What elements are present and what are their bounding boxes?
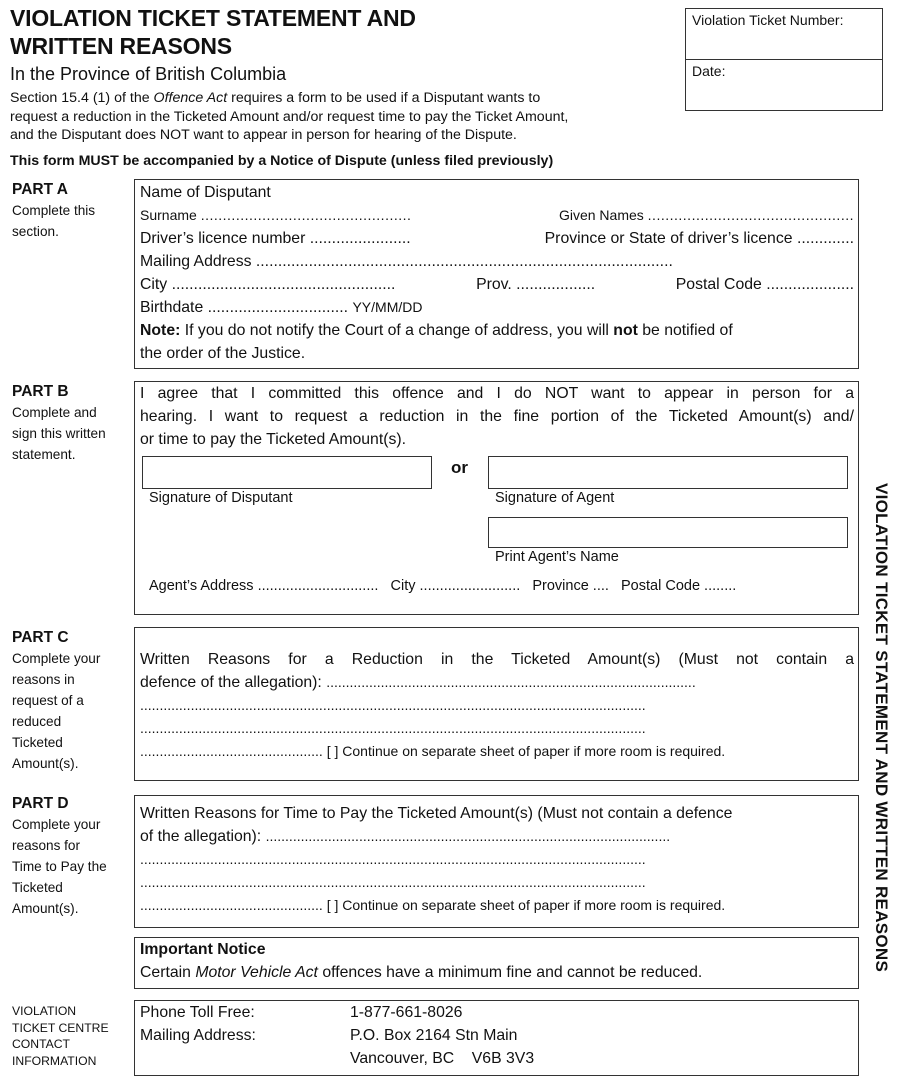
agent-province-label: Province (532, 578, 589, 594)
important-notice-text (135, 961, 858, 984)
notice-of-dispute-requirement: This form MUST be accompanied by a Notice of Dispute (unless filed previously) (10, 153, 554, 169)
important-notice-heading: Important Notice (140, 941, 266, 958)
intro-line-2: request a reduction in the Ticketed Amount and/or request time to pay the Ticket Amount, (10, 108, 569, 125)
part-d-instruction: Ticketed (12, 880, 63, 895)
reduction-reasons-heading: Written Reasons for a Reduction in the Ticketed Amount(s) (Must not contain a (140, 651, 854, 668)
agent-province-dots: .... (592, 578, 609, 594)
agent-address-label: Agent’s Address (149, 578, 254, 594)
mailing-row (135, 1024, 858, 1047)
part-b-section (134, 381, 859, 615)
city-field[interactable] (140, 273, 395, 296)
licence-number-label: Driver’s licence number (140, 230, 306, 247)
part-c-instruction: Amount(s). (12, 756, 79, 771)
part-c-section[interactable] (134, 627, 859, 781)
side-banner: VIOLATION TICKET STATEMENT AND WRITTEN REASONS (872, 483, 891, 973)
agent-name-label: Print Agent’s Name (495, 549, 619, 565)
phone-label: Phone Toll Free: (140, 1004, 255, 1021)
dots: ........................................................................................................ (265, 828, 671, 844)
postal-dots: .................... (766, 276, 854, 293)
contact-side-label-line: CONTACT (12, 1037, 70, 1051)
continue-label: Continue on separate sheet of paper if more room is required. (342, 897, 726, 913)
address-note-line-2: the order of the Justice. (140, 345, 306, 362)
prov-field[interactable] (476, 273, 595, 296)
dots: ............................................................................................... (326, 674, 696, 690)
part-c-instruction: Ticketed (12, 735, 63, 750)
statement-line-3: or time to pay the Ticketed Amount(s). (140, 431, 407, 448)
part-d-instruction: Time to Pay the (12, 859, 107, 874)
reduction-reasons-line[interactable]: ............................................... (140, 743, 323, 759)
part-b-instruction: Complete and (12, 405, 97, 420)
continue-checkbox[interactable]: [ ] (326, 743, 339, 759)
notice-act-name: Motor Vehicle Act (195, 964, 318, 981)
licence-row (135, 227, 858, 250)
intro-line-3: and the Disputant does NOT want to appear in person for hearing of the Dispute. (10, 127, 517, 143)
agent-city-label: City (390, 578, 416, 594)
mailing-label: Mailing Address: (140, 1027, 256, 1044)
mailing-address-field[interactable] (135, 250, 858, 273)
birthdate-dots: ................................ (207, 299, 349, 316)
licence-province-field[interactable] (545, 227, 854, 250)
reduction-reasons-line[interactable]: .................................................................................................................................. (140, 697, 646, 713)
important-notice-box (134, 937, 859, 989)
or-separator: or (451, 458, 468, 477)
surname-field[interactable] (140, 204, 411, 227)
note-text: be notified of (637, 322, 733, 339)
agent-address-dots: .............................. (257, 578, 379, 594)
licence-dots: ....................... (309, 230, 411, 247)
licence-number-field[interactable] (140, 227, 411, 250)
notice-text: Certain (140, 964, 196, 981)
intro-post: requires a form to be used if a Disputant wants to (227, 90, 541, 106)
prov-label: Prov. (476, 276, 512, 293)
reduction-reasons-line[interactable]: .................................................................................................................................. (140, 720, 646, 736)
notice-text: offences have a minimum fine and cannot be reduced. (317, 964, 703, 981)
contact-side-label-line: INFORMATION (12, 1053, 97, 1068)
time-to-pay-reasons-heading-2: of the allegation): (140, 828, 262, 845)
part-a-instruction: section. (12, 224, 59, 239)
intro-text (10, 89, 568, 145)
prov-dots: .................. (516, 276, 596, 293)
title-line-1: VIOLATION TICKET STATEMENT AND (10, 5, 416, 31)
phone-value: 1-877-661-8026 (350, 1004, 463, 1021)
date-label: Date: (692, 63, 726, 79)
note-emphasis: not (613, 322, 638, 339)
part-c-heading: PART C (12, 629, 69, 646)
contact-info-box (134, 1000, 859, 1076)
date-field[interactable] (686, 59, 882, 109)
mailing-row-2 (135, 1047, 858, 1070)
agent-name-box[interactable] (488, 517, 848, 548)
postal-code-label: Postal Code (675, 276, 762, 293)
ticket-number-field[interactable] (686, 9, 882, 59)
statement-line-1: I agree that I committed this offence and I do NOT want to appear in person for a (140, 385, 854, 402)
licence-province-dots: ............. (796, 230, 854, 247)
part-a-heading: PART A (12, 181, 68, 198)
birthdate-format: YY/MM/DD (352, 299, 423, 315)
agent-city-dots: ......................... (419, 578, 521, 594)
ticket-number-label: Violation Ticket Number: (692, 12, 844, 28)
continue-checkbox[interactable]: [ ] (326, 897, 339, 913)
reduction-continue-row (135, 740, 858, 763)
agent-address-row (149, 578, 736, 594)
part-a-instruction: Complete this (12, 203, 96, 218)
reduction-reasons-heading-2: defence of the allegation): (140, 674, 322, 691)
part-d-instruction: reasons for (12, 838, 81, 853)
part-d-section[interactable] (134, 795, 859, 928)
part-c-instruction: reduced (12, 714, 62, 729)
time-to-pay-reasons-line[interactable] (135, 825, 858, 848)
address-line-1: P.O. Box 2164 Stn Main (350, 1027, 518, 1044)
title-line-2: WRITTEN REASONS (10, 33, 232, 59)
time-to-pay-reasons-line[interactable]: ............................................... (140, 897, 323, 913)
time-to-pay-reasons-line[interactable]: .................................................................................................................................. (140, 874, 646, 890)
disputant-signature-label: Signature of Disputant (149, 490, 293, 506)
birthdate-label: Birthdate (140, 299, 204, 316)
contact-side-label-line: TICKET CENTRE (12, 1020, 109, 1035)
form-title (10, 4, 416, 60)
time-to-pay-reasons-line[interactable]: .................................................................................................................................. (140, 851, 646, 867)
part-d-heading: PART D (12, 795, 69, 812)
part-c-instruction: request of a (12, 693, 84, 708)
time-to-pay-reasons-heading: Written Reasons for Time to Pay the Ticketed Amount(s) (Must not contain a defence (140, 805, 733, 822)
spacer (140, 1047, 350, 1070)
part-a-label (12, 179, 95, 242)
given-names-dots: ............................................... (647, 207, 854, 223)
part-c-instruction: Complete your (12, 651, 101, 666)
contact-side-label-line: VIOLATION (12, 1004, 77, 1018)
part-b-heading: PART B (12, 383, 69, 400)
city-dots: ................................................... (171, 276, 396, 293)
address-note (135, 319, 858, 342)
given-names-label: Given Names (558, 207, 644, 223)
note-text: If you do not notify the Court of a change of address, you will (180, 322, 614, 339)
part-b-label (12, 381, 106, 465)
part-d-label (12, 793, 107, 919)
surname-dots: ................................................ (200, 207, 412, 223)
agent-city-field[interactable] (391, 578, 521, 594)
part-c-instruction: reasons in (12, 672, 75, 687)
part-b-instruction: statement. (12, 447, 76, 462)
licence-province-label: Province or State of driver’s licence (544, 230, 793, 247)
intro-act-name: Offence Act (153, 90, 228, 106)
city-label: City (140, 276, 168, 293)
mailing-address-label: Mailing Address (140, 253, 252, 270)
mailing-dots: ............................................................................................... (255, 253, 673, 270)
agent-postal-label: Postal Code (621, 578, 701, 594)
note-label: Note: (140, 322, 181, 339)
ticket-info-box (685, 8, 883, 111)
intro-pre: Section 15.4 (1) of the (10, 90, 154, 106)
continue-label: Continue on separate sheet of paper if more room is required. (342, 743, 726, 759)
part-d-instruction: Complete your (12, 817, 101, 832)
agent-signature-box[interactable] (488, 456, 848, 489)
name-row (135, 204, 858, 227)
agent-address-field[interactable] (149, 578, 378, 594)
contact-side-label (12, 1003, 109, 1069)
reduction-reasons-line[interactable] (135, 671, 858, 694)
part-b-instruction: sign this written (12, 426, 106, 441)
time-to-pay-continue-row (135, 894, 858, 917)
part-a-section (134, 179, 859, 369)
part-c-label (12, 627, 100, 774)
agent-province-field[interactable] (532, 578, 609, 594)
disputant-signature-box[interactable] (142, 456, 432, 489)
given-names-field[interactable] (559, 204, 854, 227)
city-row (135, 273, 858, 296)
form-subtitle: In the Province of British Columbia (10, 64, 287, 84)
address-line-2: Vancouver, BC V6B 3V3 (350, 1050, 535, 1067)
name-of-disputant-heading: Name of Disputant (140, 184, 271, 201)
part-d-instruction: Amount(s). (12, 901, 79, 916)
statement-line-2: hearing. I want to request a reduction in the fine portion of the Ticketed Amount(s) and/ (140, 408, 854, 425)
postal-code-field[interactable] (676, 273, 854, 296)
birthdate-field[interactable] (135, 296, 858, 319)
surname-label: Surname (140, 207, 197, 223)
phone-row (135, 1001, 858, 1024)
agent-signature-label: Signature of Agent (495, 490, 615, 506)
agent-postal-dots: ........ (704, 578, 737, 594)
agent-postal-field[interactable] (621, 578, 736, 594)
